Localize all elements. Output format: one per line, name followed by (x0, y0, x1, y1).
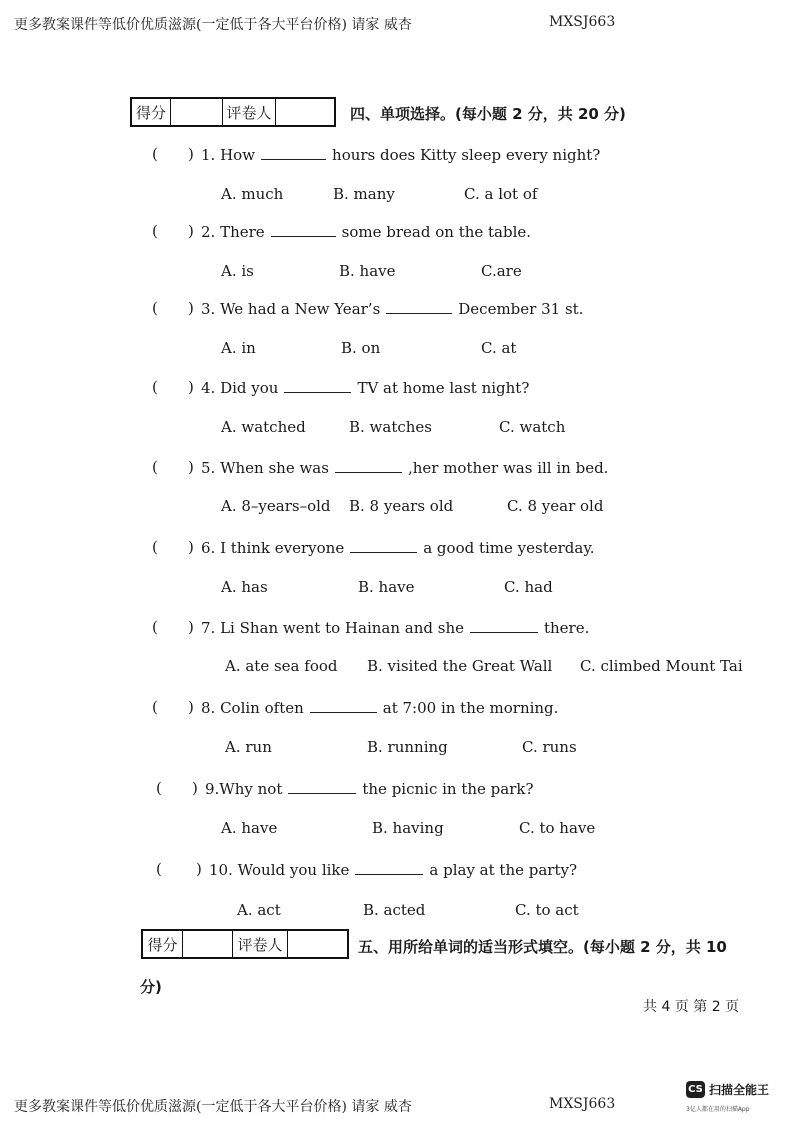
option-c: C. climbed Mount Tai (580, 657, 743, 675)
answer-paren-open: ( (152, 538, 158, 556)
answer-paren-open: ( (152, 145, 158, 163)
option-a: A. has (221, 578, 268, 596)
answer-blank[interactable] (470, 618, 538, 633)
answer-paren-close: ) (188, 458, 194, 476)
question-text-before: 9.Why not (205, 780, 283, 798)
answer-paren-close: ) (188, 378, 194, 396)
option-c: C.are (481, 262, 522, 280)
question-text-after: at 7:00 in the morning. (382, 699, 559, 717)
option-b: B. having (372, 819, 444, 837)
option-a: A. much (221, 185, 284, 203)
footer-code: MXSJ663 (549, 1096, 616, 1112)
header-text: 更多教案课件等低价优质滋源(一定低于各大平台价格) 请家 威杏 (14, 17, 412, 33)
question-stem (201, 222, 531, 241)
question-text-before: 2. There (201, 223, 265, 241)
grader-label: 评卷人 (223, 99, 276, 125)
answer-paren-close: ) (192, 779, 198, 797)
option-c: C. watch (499, 418, 566, 436)
footer-text: 更多教案课件等低价优质滋源(一定低于各大平台价格) 请家 威杏 (14, 1099, 412, 1115)
option-a: A. watched (221, 418, 306, 436)
option-a: A. in (221, 339, 256, 357)
option-a: A. 8–years–old (221, 497, 331, 515)
answer-paren-close: ) (188, 222, 194, 240)
question-text-after: December 31 st. (458, 300, 584, 318)
option-c: C. had (504, 578, 553, 596)
question-stem (201, 698, 558, 717)
option-c: C. a lot of (464, 185, 538, 203)
grader-label: 评卷人 (233, 931, 288, 957)
question-text-before: 8. Colin often (201, 699, 304, 717)
cs-logo-icon: CS (686, 1081, 705, 1098)
question-text-after: there. (543, 619, 590, 637)
option-b: B. running (367, 738, 448, 756)
logo-name: 扫描全能王 (709, 1083, 770, 1097)
answer-blank[interactable] (288, 779, 356, 794)
section4-title: 四、单项选择。(每小题 2 分，共 20 分) (350, 105, 626, 123)
answer-paren-open: ( (152, 698, 158, 716)
question-text-before: 7. Li Shan went to Hainan and she (201, 619, 464, 637)
section5-score-box (141, 929, 349, 959)
question-stem (201, 538, 595, 557)
answer-blank[interactable] (386, 299, 452, 314)
question-stem (201, 618, 589, 637)
option-b: B. have (358, 578, 415, 596)
answer-paren-close: ) (188, 299, 194, 317)
answer-paren-close: ) (188, 698, 194, 716)
answer-blank[interactable] (335, 458, 402, 473)
answer-paren-open: ( (152, 222, 158, 240)
question-text-before: 5. When she was (201, 459, 329, 477)
answer-blank[interactable] (261, 145, 326, 160)
answer-paren-close: ) (188, 618, 194, 636)
answer-paren-close: ) (188, 538, 194, 556)
option-c: C. to have (519, 819, 596, 837)
option-c: C. 8 year old (507, 497, 604, 515)
question-stem (209, 860, 577, 879)
option-c: C. to act (515, 901, 579, 919)
section5-title-cont: 分) (140, 978, 162, 996)
question-text-before: 1. How (201, 146, 256, 164)
score-label: 得分 (132, 99, 171, 125)
option-b: B. 8 years old (349, 497, 454, 515)
logo-tagline: 3亿人都在用的扫描App (686, 1106, 750, 1113)
option-b: B. acted (363, 901, 426, 919)
answer-paren-open: ( (156, 779, 162, 797)
question-text-after: some bread on the table. (341, 223, 532, 241)
option-b: B. on (341, 339, 381, 357)
answer-blank[interactable] (310, 698, 377, 713)
score-label: 得分 (143, 931, 183, 957)
option-a: A. ate sea food (225, 657, 338, 675)
option-c: C. at (481, 339, 517, 357)
option-a: A. is (221, 262, 254, 280)
answer-blank[interactable] (350, 538, 417, 553)
option-b: B. watches (349, 418, 433, 436)
score-cell (183, 931, 233, 957)
section5-title: 五、用所给单词的适当形式填空。(每小题 2 分，共 10 (358, 938, 727, 956)
score-cell (171, 99, 223, 125)
answer-paren-close: ) (196, 860, 202, 878)
question-text-before: 3. We had a New Year’s (201, 300, 381, 318)
answer-blank[interactable] (271, 222, 336, 237)
question-text-after: a play at the party? (429, 861, 578, 879)
answer-paren-open: ( (152, 378, 158, 396)
question-text-after: ,her mother was ill in bed. (407, 459, 609, 477)
question-stem (201, 458, 608, 477)
option-a: A. have (221, 819, 278, 837)
question-text-before: 4. Did you (201, 379, 279, 397)
question-text-before: 6. I think everyone (201, 539, 345, 557)
question-stem (201, 145, 600, 164)
option-a: A. run (225, 738, 272, 756)
grader-cell (288, 931, 347, 957)
option-b: B. visited the Great Wall (367, 657, 553, 675)
answer-blank[interactable] (284, 378, 351, 393)
question-stem (205, 779, 534, 798)
question-text-before: 10. Would you like (209, 861, 350, 879)
section4-score-box (130, 97, 336, 127)
answer-blank[interactable] (355, 860, 423, 875)
option-b: B. many (333, 185, 395, 203)
question-text-after: hours does Kitty sleep every night? (332, 146, 601, 164)
scanner-logo (686, 1081, 769, 1098)
option-b: B. have (339, 262, 396, 280)
question-stem (201, 299, 583, 318)
question-stem (201, 378, 529, 397)
page-number: 共 4 页 第 2 页 (643, 999, 740, 1015)
answer-paren-open: ( (152, 299, 158, 317)
grader-cell (276, 99, 334, 125)
header-code: MXSJ663 (549, 14, 616, 30)
question-text-after: a good time yesterday. (423, 539, 595, 557)
answer-paren-open: ( (152, 618, 158, 636)
question-text-after: TV at home last night? (357, 379, 530, 397)
question-text-after: the picnic in the park? (362, 780, 534, 798)
answer-paren-open: ( (156, 860, 162, 878)
answer-paren-close: ) (188, 145, 194, 163)
option-c: C. runs (522, 738, 577, 756)
option-a: A. act (237, 901, 281, 919)
answer-paren-open: ( (152, 458, 158, 476)
